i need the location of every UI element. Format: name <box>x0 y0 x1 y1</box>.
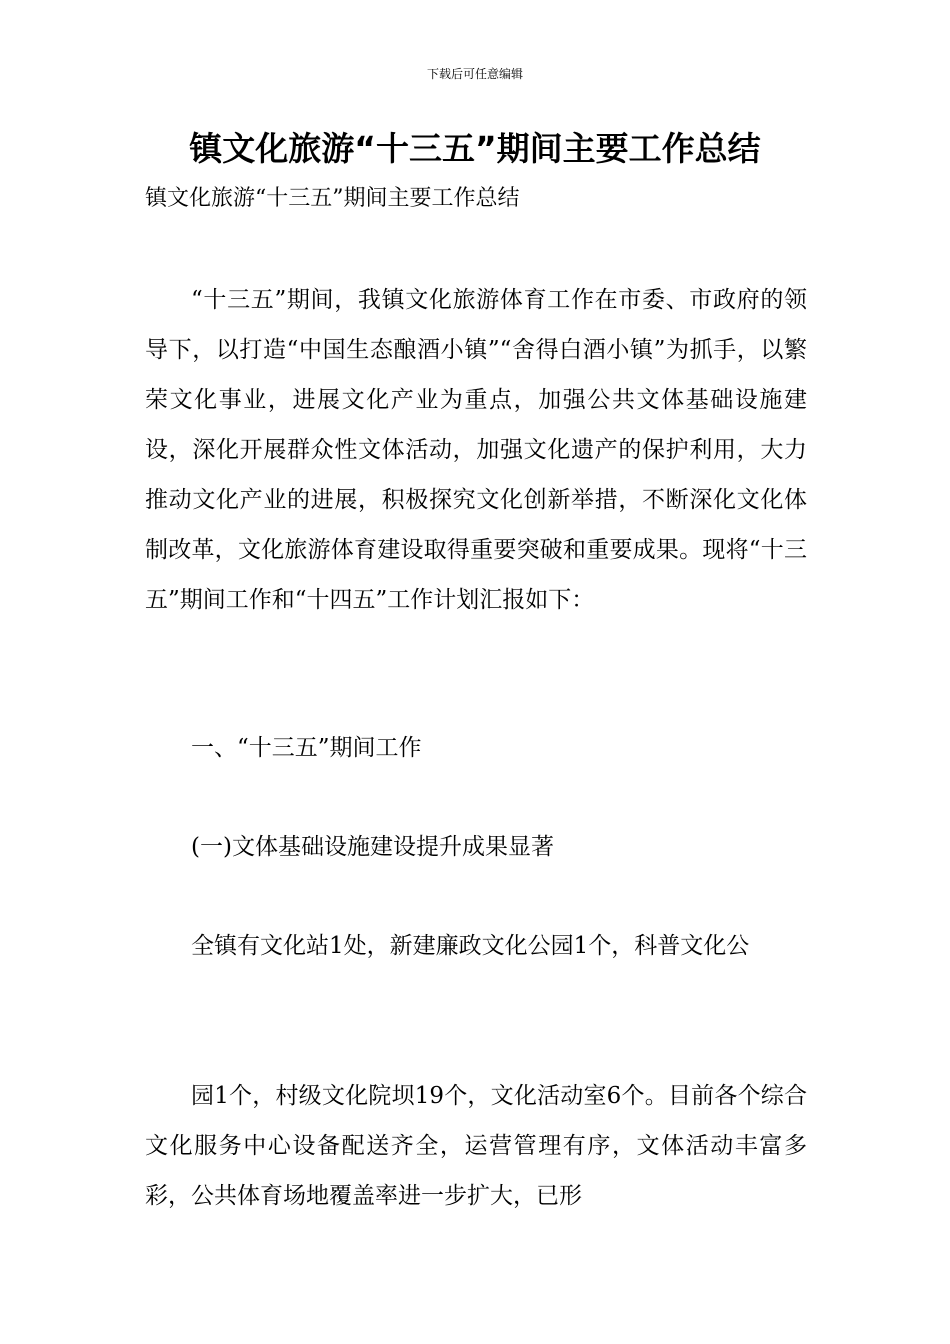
body-paragraph-2: 园1个，村级文化院坝19个，文化活动室6个。目前各个综合文化服务中心设备配送齐全，运营管理有序，文体活动丰富多彩，公共体育场地覆盖率进一步扩大，已形 <box>145 1083 807 1209</box>
intro-paragraph: “十三五”期间，我镇文化旅游体育工作在市委、市政府的领导下，以打造“中国生态酿酒小镇”“舍得白酒小镇”为抓手，以繁荣文化事业，进展文化产业为重点，加强公共文体基础设施建设，深化开展群众性文体活动，加强文化遗产的保护利用，大力推动文化产业的进展，积极探究文化创新举措，不断深化文化体制改革，文化旅游体育建设取得重要突破和重要成果。现将“十三五”期间工作和“十四五”工作计划汇报如下： <box>145 287 807 613</box>
header-note: 下载后可任意编辑 <box>426 67 523 81</box>
subsection-heading: (一)文体基础设施建设提升成果显著 <box>191 834 554 860</box>
document-subtitle: 镇文化旅游“十三五”期间主要工作总结 <box>145 186 520 211</box>
section-heading: 一、“十三五”期间工作 <box>191 735 422 761</box>
body-paragraph-1: 全镇有文化站1处，新建廉政文化公园1个，科普文化公 <box>191 933 750 959</box>
document-title: 镇文化旅游“十三五”期间主要工作总结 <box>189 129 761 168</box>
